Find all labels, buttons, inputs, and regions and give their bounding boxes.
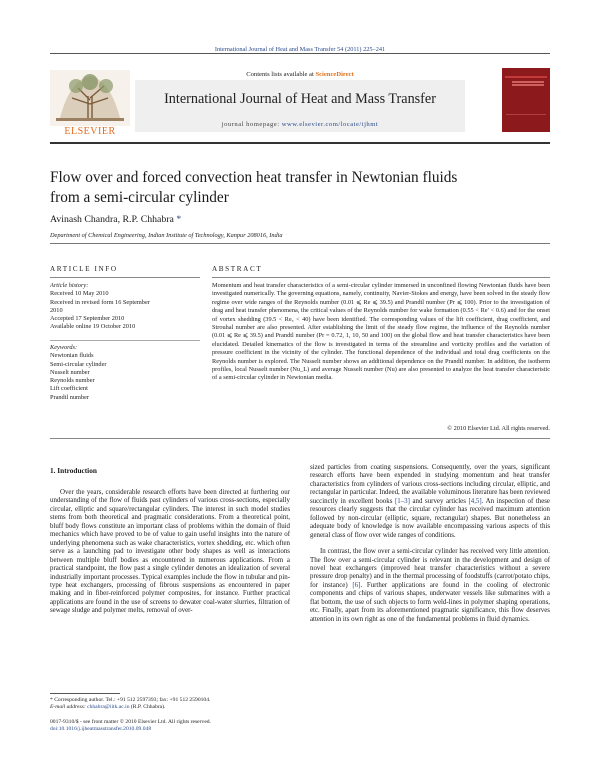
copyright: © 2010 Elsevier Ltd. All rights reserved. [447, 425, 550, 432]
footnote-rule [50, 693, 120, 694]
history-label: Article history: [50, 282, 89, 289]
keywords-label: Keywords: [50, 344, 78, 351]
keyword: Newtonian fluids [50, 352, 94, 360]
article-history [50, 282, 200, 332]
journal-homepage [135, 121, 465, 128]
email-note [50, 704, 290, 711]
text-run: In contrast, the flow over a semi-circular cylinder has received very little attention. The flow over a semi-circular cylinder is relevant in the development and design of novel heat exchangers (improved heat transfer characteristics without a severe pressure drop penalty) and in the thermal processing of foodstuffs (carrot/potato chips, for instance) [310, 548, 550, 589]
keyword: Lift coefficient [50, 385, 88, 393]
affiliation-rule [50, 243, 550, 244]
authors [50, 214, 530, 225]
keyword: Reynolds number [50, 377, 95, 385]
affiliation: Department of Chemical Engineering, Indian Institute of Technology, Kanpur 208016, India [50, 232, 283, 239]
journal-cover-thumbnail [502, 68, 550, 132]
intro-right-column [310, 464, 550, 624]
corresponding-author-mark[interactable]: * [173, 214, 182, 225]
journal-citation[interactable]: International Journal of Heat and Mass Transfer 54 (2011) 225–241 [214, 46, 386, 53]
history-line: Accepted 17 September 2010 [50, 315, 125, 323]
history-line: Available online 19 October 2010 [50, 323, 136, 331]
email-suffix: (R.P. Chhabra). [129, 704, 166, 711]
citation-link[interactable]: [1–3] [394, 497, 410, 505]
keyword: Semi-circular cylinder [50, 360, 107, 368]
contents-line [140, 71, 460, 78]
doi-link[interactable]: doi:10.1016/j.ijheatmasstransfer.2010.09.048 [50, 726, 152, 733]
footnote [50, 697, 290, 712]
citation-link[interactable]: [6] [352, 581, 361, 589]
masthead-top-rule [50, 53, 550, 54]
keywords [50, 344, 200, 402]
history-line: Received in revised form 16 September [50, 298, 150, 306]
text-run: sized particles from coating suspensions. Consequently, over the years, significant research efforts have been expended in studying momentum and heat transfer characteristics from cylinders of various cross-sections including circular, elliptic, and rectangular in particular. Indeed, the available voluminous literature has been reviewed succinctly in excellent books [310, 464, 550, 505]
article-title-line-1: Flow over and forced convection heat transfer in Newtonian fluids [50, 169, 458, 186]
text-run: and survey articles [409, 497, 469, 505]
keywords-rule [50, 340, 200, 341]
keyword: Nusselt number [50, 368, 90, 376]
contents-prefix: Contents lists available at [246, 71, 314, 78]
article-info-heading: ARTICLE INFO [50, 265, 118, 273]
abstract-rule [212, 277, 550, 278]
front-matter-line: 0017-9310/$ - see front matter © 2010 Elsevier Ltd. All rights reserved. [50, 719, 211, 725]
article-info-rule [50, 277, 200, 278]
history-line: Received 10 May 2010 [50, 290, 109, 298]
elsevier-wordmark: ELSEVIER [64, 126, 116, 137]
sciencedirect-link[interactable]: ScienceDirect [315, 71, 354, 78]
journal-title: International Journal of Heat and Mass Transfer [164, 91, 436, 107]
history-line: 2010 [50, 306, 63, 314]
introduction-heading: 1. Introduction [50, 466, 97, 475]
abstract-bottom-rule [50, 438, 550, 439]
masthead-bottom-rule [50, 142, 550, 144]
text-run: . Further applications are found in the cooling of electronic components and chips of various shapes, underwater vessels like submarines with a flat bottom, the use of such objects to form weld-lines in polymer shaping operations, etc. Finally, apart from its aforementioned pragmatic significance, this flow deserves attention in its own right as one of the fundamental problems in fluid dynamics. [310, 581, 550, 623]
homepage-prefix: journal homepage: [221, 121, 282, 128]
intro-left-column: Over the years, considerable research efforts have been directed at furthering our understanding of the flow of fluids past cylinders of various cross-sections, especially circular, elliptic and square/rectangular cylinders. The interest in such model studies stems from both theoretical and pragmatic considerations. From a theoretical point, bluff body flows constitute an important class of problems within the domain of fluid mechanics which have proved to be of value to gain useful insights into the nature of underlying phenomena such as wake characteristics, vortex shedding, etc. which often serve as a launching pad to investigate other body shapes as well as interactions between multiple bluff bodies as encountered in numerous applications. From a practical standpoint, the flow past a single cylinder denotes an idealization of several industrially important processes. Typical examples include the flow in tubular and pin-type heat exchangers, processing of fibrous suspensions as encountered in paper making and in fiber-reinforced polymer composites, for instance. Further practical applications are found in the use of screens to dewater coal-water slurries, filtration of sewage sludge and polymer melts, removal of over- [50, 489, 290, 615]
email-link[interactable]: chhabra@iitk.ac.in [87, 704, 130, 711]
issn-info [50, 719, 350, 734]
author-names: Avinash Chandra, R.P. Chhabra [50, 214, 174, 225]
intro-paragraph [310, 548, 550, 624]
text-run: . An inspection of these resources clearly suggests that the circular cylinder has received maximum attention followed by non-circular (elliptic, square, rectangular) shapes. But nonetheless an adequate body of knowledge is now available encompassing various aspects of this general class of flow over wide ranges of conditions. [310, 497, 550, 539]
article-title-line-2: from a semi-circular cylinder [50, 188, 229, 206]
citation-link[interactable]: [4,5] [468, 497, 482, 505]
keyword: Prandtl number [50, 393, 89, 401]
abstract-text: Momentum and heat transfer characteristics of a semi-circular cylinder immersed in unconfined flowing Newtonian fluids have been investigated numerically. The governing equations, namely, continuity, Navier-Stokes and energy, have been solved in the steady flow regime over wide ranges of the Reynolds number (0.01 ⩽ Re ⩽ 39.5) and Prandtl number (Pr ⩽ 100). Prior to the investigation of drag and heat transfer phenomena, the critical values of the Reynolds number for wake formation (0.55 < Re′ < 0.6) and for the onset of vortex shedding (39.5 < Re꜀ < 40) have been identified. The corresponding values of the lift coefficient, drag coefficient, and Strouhal number are also presented. After establishing the limit of the steady flow regime, the influence of the Reynolds number (0.01 ⩽ Re ⩽ 39.5) and Prandtl number (Pr = 0.72, 1, 10, 50 and 100) on the global flow and heat transfer characteristics have been elucidated. Detailed kinematics of the flow is investigated in terms of the streamline and vorticity profiles and the variation of pressure coefficient in the vicinity of the cylinder. The functional dependence of the individual and total drag coefficients on the Reynolds number is explored. The Nusselt number shows an additional dependence on the Prandtl number. In addition, the isotherm profiles, local Nusselt number (Nu_L) and average Nusselt number (Nu) are also presented to analyze the heat transfer characteristic of a semi-circular cylinder in Newtonian media. [212, 282, 550, 382]
intro-paragraph [310, 464, 550, 540]
corresponding-author-note: * Corresponding author. Tel.: +91 512 2597393; fax: +91 512 2590104. [50, 697, 211, 703]
article-title [50, 168, 530, 207]
email-label: E-mail address: [50, 704, 88, 711]
abstract-heading: ABSTRACT [212, 265, 263, 273]
homepage-link[interactable]: www.elsevier.com/locate/ijhmt [281, 121, 379, 128]
